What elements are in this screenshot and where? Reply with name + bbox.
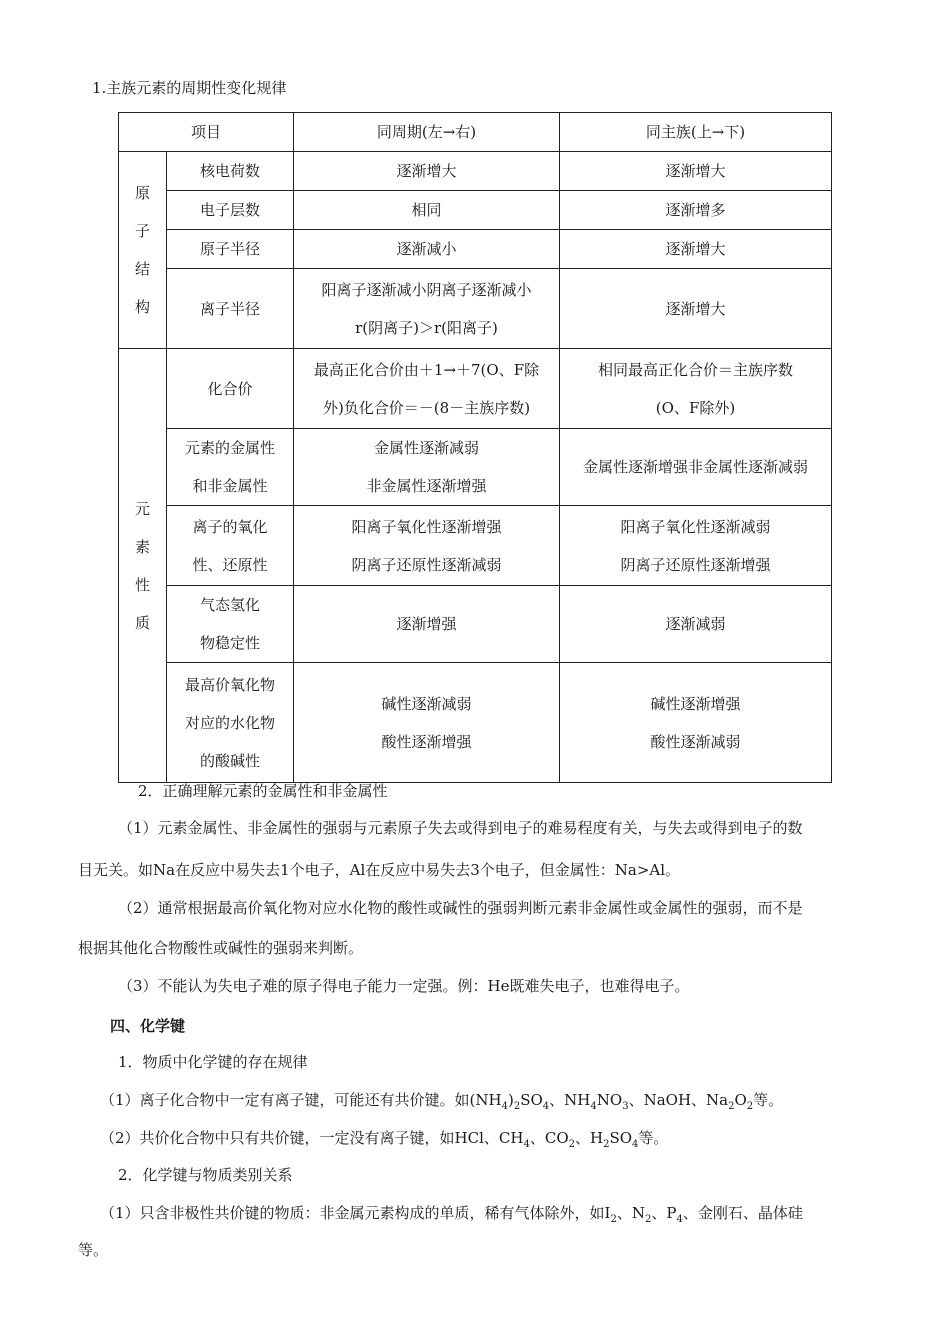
header-item: 项目 — [119, 113, 294, 152]
row-label: 最高价氧化物 对应的水化物 的酸碱性 — [167, 663, 294, 783]
table-row — [119, 269, 832, 349]
s4-2-1: （1）只含非极性共价键的物质：非金属元素构成的单质，稀有气体除外，如$I_2$、$N_2$、$P_4$、金刚石、晶体硅 — [100, 1204, 803, 1225]
para2-title: 2．正确理解元素的金属性和非金属性 — [138, 782, 388, 800]
group-cell: 相同最高正化合价＝主族序数 (O、F除外) — [560, 349, 832, 429]
para2-1-line2: 目无关。如Na在反应中易失去1个电子，Al在反应中易失去3个电子，但金属性：Na>Al。 — [78, 861, 681, 879]
s4-2-title: 2．化学键与物质类别关系 — [118, 1166, 293, 1184]
period-cell: 最高正化合价由＋1→＋7(O、F除 外)负化合价＝－(8－主族序数) — [294, 349, 560, 429]
period-cell: 逐渐增强 — [294, 586, 560, 663]
para2-3: （3）不能认为失电子难的原子得电子能力一定强。例：He既难失电子，也难得电子。 — [118, 977, 690, 995]
group-cell: 阳离子氧化性逐渐减弱 阴离子还原性逐渐增强 — [560, 506, 832, 586]
row-label: 元素的金属性 和非金属性 — [167, 429, 294, 506]
table-header-row — [119, 113, 832, 152]
header-group: 同主族(上→下) — [560, 113, 832, 152]
para2-2-line1: （2）通常根据最高价氧化物对应水化物的酸性或碱性的强弱判断元素非金属性或金属性的强弱，而不是 — [118, 899, 803, 917]
s4-2-1-cont: 等。 — [78, 1241, 109, 1259]
table-row — [119, 152, 832, 191]
period-cell: 碱性逐渐减弱 酸性逐渐增强 — [294, 663, 560, 783]
periodic-law-table — [118, 112, 832, 783]
group-atomic-structure: 原 子 结 构 — [119, 152, 167, 349]
group-cell: 逐渐增大 — [560, 269, 832, 349]
row-label: 电子层数 — [167, 191, 294, 230]
group-cell: 逐渐减弱 — [560, 586, 832, 663]
row-label: 原子半径 — [167, 230, 294, 269]
period-cell: 相同 — [294, 191, 560, 230]
row-label: 化合价 — [167, 349, 294, 429]
group-cell: 逐渐增大 — [560, 152, 832, 191]
header-period: 同周期(左→右) — [294, 113, 560, 152]
s4-1-1: （1）离子化合物中一定有离子键，可能还有共价键。如$(NH_4)_2SO_4$、$NH_4NO_3$、NaOH、$Na_2O_2$等。 — [100, 1091, 784, 1112]
table-row — [119, 230, 832, 269]
period-cell: 金属性逐渐减弱 非金属性逐渐增强 — [294, 429, 560, 506]
table-row — [119, 191, 832, 230]
period-cell: 阳离子逐渐减小阴离子逐渐减小 r(阴离子)＞r(阳离子) — [294, 269, 560, 349]
heading-periodic-law: 1.主族元素的周期性变化规律 — [92, 79, 287, 97]
period-cell: 逐渐减小 — [294, 230, 560, 269]
group-element-property: 元 素 性 质 — [119, 349, 167, 783]
group-cell: 碱性逐渐增强 酸性逐渐减弱 — [560, 663, 832, 783]
group-cell: 金属性逐渐增强非金属性逐渐减弱 — [560, 429, 832, 506]
group-cell: 逐渐增多 — [560, 191, 832, 230]
table-row — [119, 429, 832, 506]
row-label: 离子的氧化 性、还原性 — [167, 506, 294, 586]
row-label: 核电荷数 — [167, 152, 294, 191]
para2-1-line1: （1）元素金属性、非金属性的强弱与元素原子失去或得到电子的难易程度有关，与失去或得到电子的数 — [118, 819, 803, 837]
table-row — [119, 586, 832, 663]
table-row — [119, 506, 832, 586]
period-cell: 逐渐增大 — [294, 152, 560, 191]
row-label: 离子半径 — [167, 269, 294, 349]
s4-1-2: （2）共价化合物中只有共价键，一定没有离子键，如HCl、$CH_4$、$CO_2$、$H_2SO_4$等。 — [100, 1129, 669, 1150]
table-row — [119, 349, 832, 429]
row-label: 气态氢化 物稳定性 — [167, 586, 294, 663]
s4-1-title: 1．物质中化学键的存在规律 — [118, 1053, 308, 1071]
section4-heading: 四、化学键 — [110, 1017, 186, 1035]
group-cell: 逐渐增大 — [560, 230, 832, 269]
period-cell: 阳离子氧化性逐渐增强 阴离子还原性逐渐减弱 — [294, 506, 560, 586]
para2-2-line2: 根据其他化合物酸性或碱性的强弱来判断。 — [78, 939, 364, 957]
table-row — [119, 663, 832, 783]
